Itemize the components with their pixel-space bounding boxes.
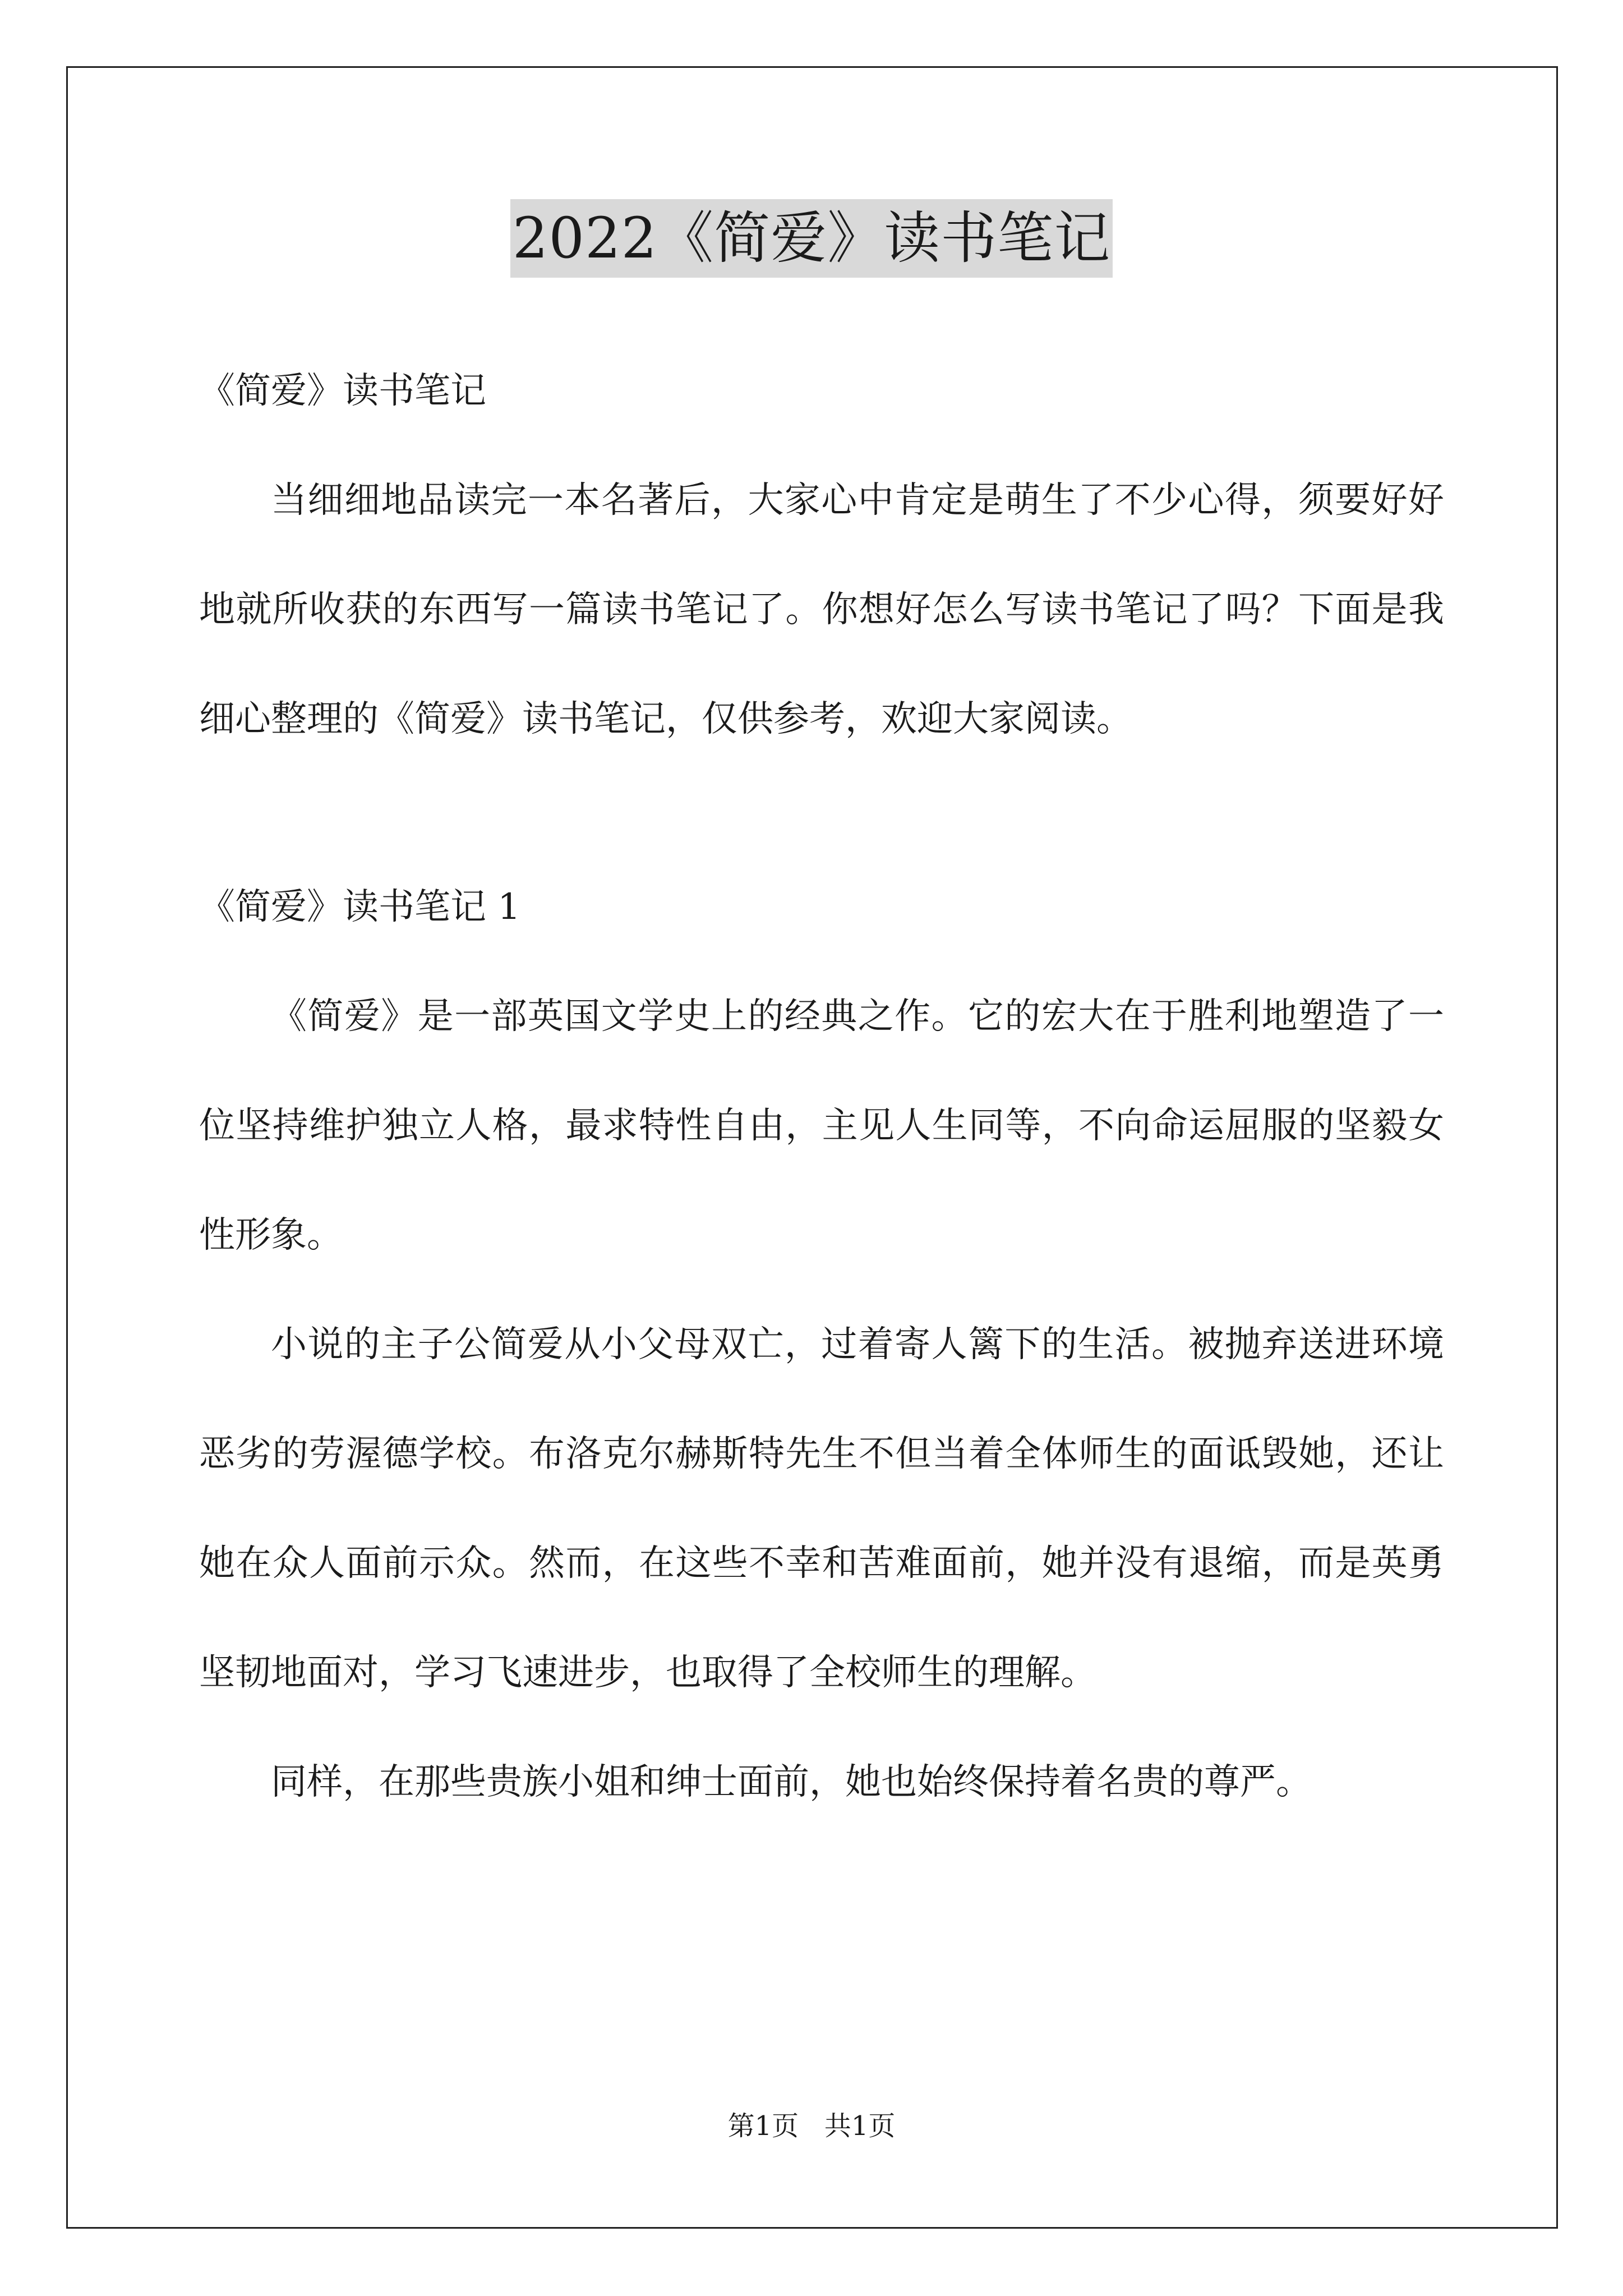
document-body — [199, 337, 1444, 1837]
intro-paragraph: 当细细地品读完一本名著后，大家心中肯定是萌生了不少心得，须要好好地就所收获的东西写一篇读书笔记了。你想好怎么写读书笔记了吗？下面是我细心整理的《简爱》读书笔记，仅供参考，欢迎大家阅读。 — [199, 480, 1444, 740]
title-container — [0, 199, 1623, 278]
section-heading: 《简爱》读书笔记 1 — [199, 886, 521, 928]
body-paragraph: 小说的主子公简爱从小父母双亡，过着寄人篱下的生活。被抛弃送进环境恶劣的劳渥德学校。布洛克尔赫斯特先生不但当着全体师生的面诋毁她，还让她在众人面前示众。然而，在这些不幸和苦难面前，她并没有退缩，而是英勇坚韧地面对，学习飞速进步，也取得了全校师生的理解。 — [199, 1324, 1444, 1694]
intro-heading: 《简爱》读书笔记 — [199, 370, 486, 412]
document-title: 2022《简爱》读书笔记 — [510, 199, 1113, 278]
page-footer: 第1页 共1页 — [727, 2110, 896, 2142]
body-paragraph: 同样，在那些贵族小姐和绅士面前，她也始终保持着名贵的尊严。 — [271, 1761, 1312, 1803]
section-spacer — [199, 774, 1444, 853]
body-paragraph: 《简爱》是一部英国文学史上的经典之作。它的宏大在于胜利地塑造了一位坚持维护独立人格，最求特性自由，主见人生同等，不向命运屈服的坚毅女性形象。 — [199, 996, 1444, 1256]
